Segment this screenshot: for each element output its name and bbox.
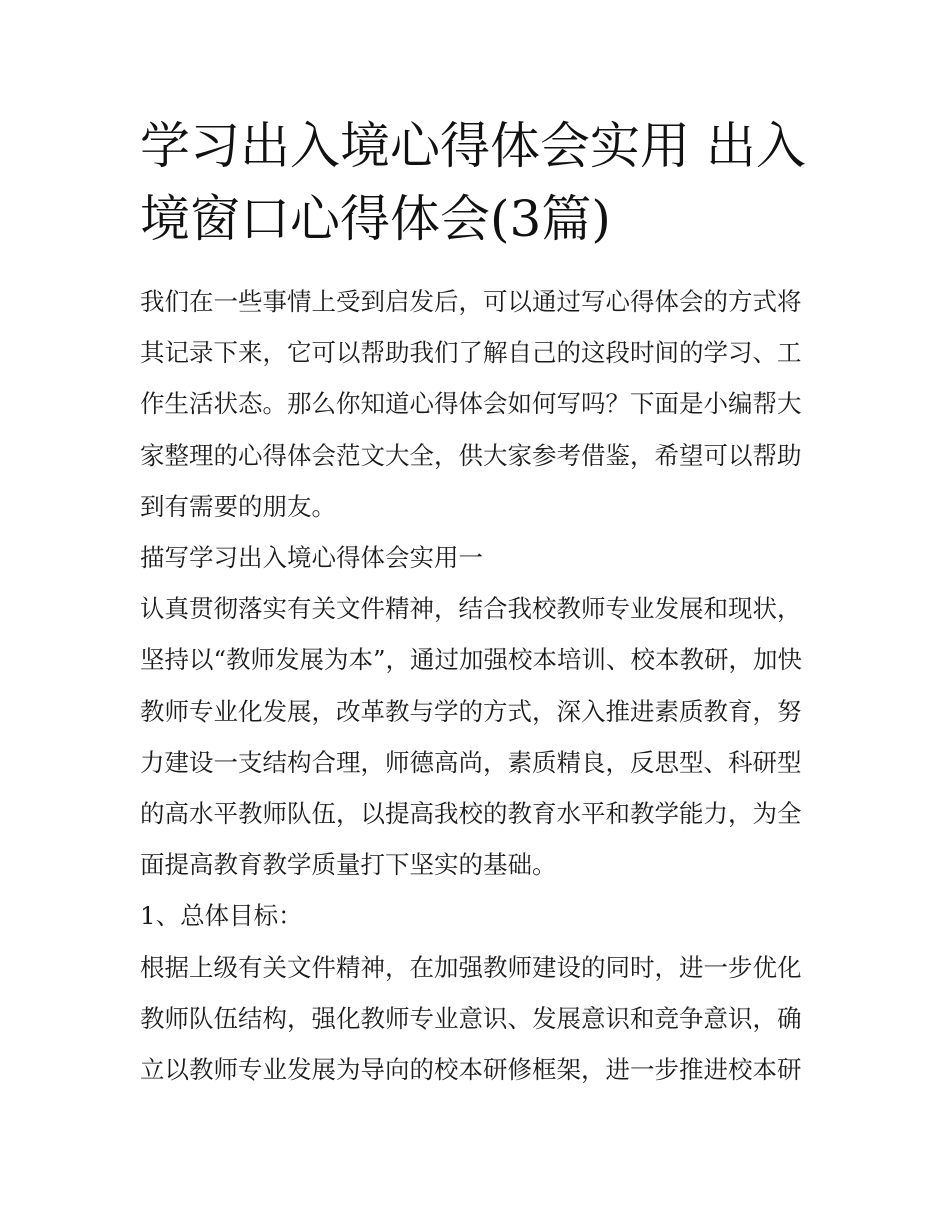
- intro-paragraph: 我们在一些事情上受到启发后，可以通过写心得体会的方式将其记录下来，它可以帮助我们了解自己的这段时间的学习、工作生活状态。那么你知道心得体会如何写吗？下面是小编帮大家整理的心得体会范文大全，供大家参考借鉴，希望可以帮助到有需要的朋友。: [140, 287, 802, 521]
- section-heading: 描写学习出入境心得体会实用一: [140, 543, 483, 573]
- body-paragraph: 认真贯彻落实有关文件精神，结合我校教师专业发展和现状，坚持以“教师发展为本”，通过加强校本培训、校本教研，加快教师专业化发展，改革教与学的方式，深入推进素质教育，努力建设一支结构合理，师德高尚，素质精良，反思型、科研型的高水平教师队伍，以提高我校的教育水平和教学能力，为全面提高教育教学质量打下坚实的基础。: [140, 594, 803, 880]
- body-paragraph: 根据上级有关文件精神，在加强教师建设的同时，进一步优化教师队伍结构，强化教师专业意识、发展意识和竞争意识，确立以教师专业发展为导向的校本研修框架，进一步推进校本研: [140, 952, 802, 1085]
- document-body: [140, 276, 820, 1095]
- document-title: 学习出入境心得体会实用 出入境窗口心得体会(3篇): [140, 117, 806, 248]
- goal-heading: 1、总体目标：: [140, 901, 303, 931]
